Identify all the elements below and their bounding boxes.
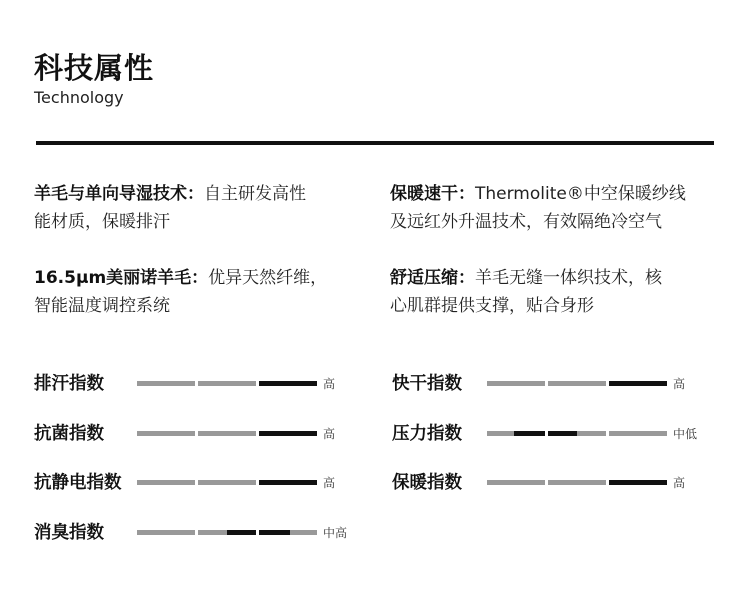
index-row	[34, 519, 104, 543]
index-label: 抗静电指数	[34, 472, 122, 493]
bar-gap	[545, 381, 548, 386]
bar-gap	[256, 431, 259, 436]
index-label: 压力指数	[392, 423, 462, 444]
index-level: 高	[323, 427, 336, 441]
index-level: 高	[323, 377, 336, 391]
bar-gap	[606, 480, 609, 485]
feature-name: 保暖速干：	[390, 184, 475, 204]
bar-segment	[548, 480, 606, 485]
feature-desc: 优异天然纤维，	[208, 268, 328, 288]
index-bar	[487, 381, 667, 386]
bar-segment	[548, 381, 606, 386]
index-level: 高	[673, 476, 686, 490]
feature-name: 羊毛与单向导湿技术：	[34, 184, 204, 204]
section-title: 科技属性	[34, 51, 155, 85]
index-row	[34, 370, 104, 394]
index-label: 保暖指数	[392, 472, 462, 493]
index-row	[392, 469, 462, 493]
bar-segment	[137, 431, 195, 436]
bar-gap	[256, 480, 259, 485]
index-bar	[137, 480, 317, 485]
bar-gap	[606, 431, 609, 436]
bar-segment	[137, 480, 195, 485]
feature-name: 舒适压缩：	[390, 268, 475, 288]
bar-segment	[198, 381, 256, 386]
index-label: 快干指数	[392, 373, 462, 394]
bar-gap	[195, 480, 198, 485]
feature-merino	[34, 264, 364, 320]
bar-level-fill	[258, 480, 317, 485]
index-row	[34, 420, 104, 444]
index-level: 中高	[323, 526, 348, 540]
bar-level-fill	[258, 381, 317, 386]
feature-name: 16.5μm美丽诺羊毛：	[34, 268, 209, 288]
index-row	[34, 469, 122, 493]
feature-desc: 羊毛无缝一体织技术，核	[475, 268, 662, 288]
bar-gap	[195, 530, 198, 535]
feature-warmth	[390, 180, 730, 236]
bar-level-fill	[608, 480, 667, 485]
index-level: 高	[673, 377, 686, 391]
bar-segment	[487, 381, 545, 386]
bar-segment	[609, 431, 667, 436]
bar-gap	[256, 381, 259, 386]
index-label: 消臭指数	[34, 522, 104, 543]
feature-moisture	[34, 180, 364, 236]
index-level: 中低	[673, 427, 698, 441]
feature-compression	[390, 264, 730, 320]
index-bar	[487, 480, 667, 485]
bar-gap	[545, 431, 548, 436]
bar-segment	[487, 480, 545, 485]
index-row	[392, 420, 462, 444]
bar-segment	[198, 431, 256, 436]
bar-level-fill	[608, 381, 667, 386]
index-bar	[137, 431, 317, 436]
bar-level-fill	[258, 431, 317, 436]
index-bar	[487, 431, 667, 436]
bar-segment	[137, 381, 195, 386]
feature-desc: 及远红外升温技术，有效隔绝冷空气	[390, 212, 662, 232]
feature-desc: 智能温度调控系统	[34, 296, 170, 316]
bar-gap	[195, 431, 198, 436]
feature-desc: Thermolite®中空保暖纱线	[475, 184, 686, 204]
bar-gap	[606, 381, 609, 386]
bar-gap	[195, 381, 198, 386]
bar-segment	[198, 480, 256, 485]
index-label: 排汗指数	[34, 373, 104, 394]
section-subtitle: Technology	[34, 88, 124, 107]
index-row	[392, 370, 462, 394]
index-label: 抗菌指数	[34, 423, 104, 444]
feature-desc: 能材质，保暖排汗	[34, 212, 170, 232]
bar-segment	[137, 530, 195, 535]
divider	[36, 141, 714, 145]
index-bar	[137, 530, 317, 535]
index-level: 高	[323, 476, 336, 490]
bar-gap	[256, 530, 259, 535]
bar-gap	[545, 480, 548, 485]
index-bar	[137, 381, 317, 386]
feature-desc: 心肌群提供支撑，贴合身形	[390, 296, 594, 316]
feature-desc: 自主研发高性	[204, 184, 306, 204]
